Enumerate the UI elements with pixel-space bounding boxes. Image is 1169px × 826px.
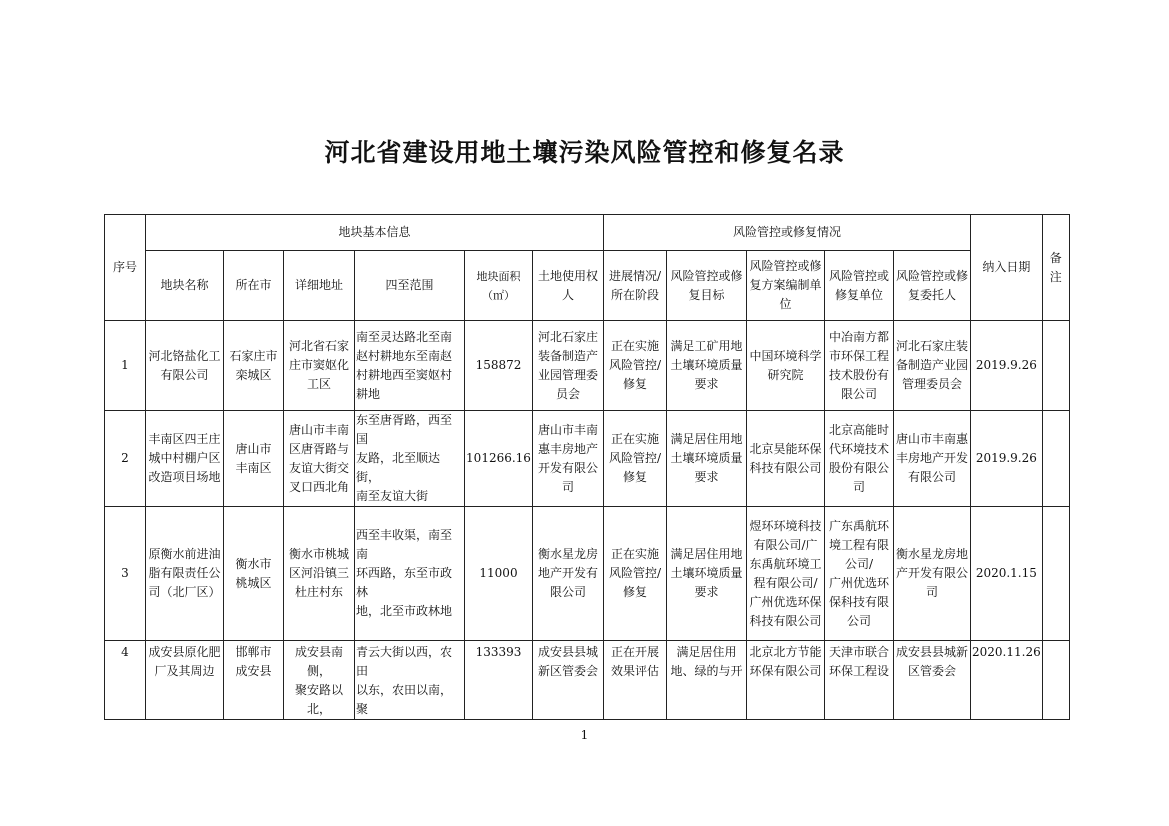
table-cell: 南至灵达路北至南 赵村耕地东至南赵 村耕地西至窦妪村 耕地 — [355, 321, 465, 411]
page-number: 1 — [580, 728, 589, 742]
table-cell: 2019.9.26 — [971, 321, 1043, 411]
table-cell: 衡水星龙房 地产开发有 限公司 — [533, 507, 604, 641]
table-cell: 丰南区四王庄 城中村棚户区 改造项目场地 — [146, 411, 224, 507]
table-cell: 河北石家庄装 备制造产业园 管理委员会 — [894, 321, 971, 411]
table-row — [105, 321, 1070, 411]
table-cell: 158872 — [465, 321, 533, 411]
table-cell: 广东禹航环 境工程有限 公司/ 广州优选环 保科技有限 公司 — [825, 507, 894, 641]
table-row — [105, 507, 1070, 641]
table-cell — [1042, 641, 1069, 720]
table-cell: 2020.1.15 — [971, 507, 1043, 641]
table-cell: 满足居住用地 土壤环境质量 要求 — [667, 507, 747, 641]
header-col: 进展情况/ 所在阶段 — [604, 251, 667, 321]
table-cell: 成安县县城 新区管委会 — [533, 641, 604, 720]
table-cell: 青云大街以西，农田 以东，农田以南，聚 — [355, 641, 465, 720]
table-cell: 101266.16 — [465, 411, 533, 507]
header-col: 风险管控或修 复委托人 — [894, 251, 971, 321]
table-cell: 成安县南侧， 聚安路以北， — [284, 641, 355, 720]
table-cell: 东至唐胥路，西至国 友路，北至顺达街， 南至友谊大街 — [355, 411, 465, 507]
table-cell: 2020.11.26 — [971, 641, 1043, 720]
table-cell: 原衡水前进油 脂有限责任公 司（北厂区） — [146, 507, 224, 641]
table-cell — [1042, 321, 1069, 411]
table-cell: 唐山市丰南 区唐胥路与 友谊大街交 叉口西北角 — [284, 411, 355, 507]
table-cell: 1 — [105, 321, 146, 411]
table-cell: 4 — [105, 641, 146, 720]
table-cell: 北京昊能环保 科技有限公司 — [747, 411, 825, 507]
header-group-remediation: 风险管控或修复情况 — [604, 215, 971, 251]
header-date: 纳入日期 — [971, 215, 1043, 321]
header-group-basic-info: 地块基本信息 — [146, 215, 604, 251]
table-cell: 北京高能时 代环境技术 股份有限公 司 — [825, 411, 894, 507]
header-col: 土地使用权 人 — [533, 251, 604, 321]
header-col: 所在市 — [224, 251, 284, 321]
table-cell: 中国环境科学 研究院 — [747, 321, 825, 411]
table-cell: 河北石家庄 装备制造产 业园管理委 员会 — [533, 321, 604, 411]
table-cell: 正在开展 效果评估 — [604, 641, 667, 720]
table-cell: 北京北方节能 环保有限公司 — [747, 641, 825, 720]
table-cell: 2019.9.26 — [971, 411, 1043, 507]
table-cell — [1042, 411, 1069, 507]
document-title: 河北省建设用地土壤污染风险管控和修复名录 — [324, 138, 845, 167]
table-cell: 石家庄市 栾城区 — [224, 321, 284, 411]
table-cell: 唐山市丰南惠 丰房地产开发 有限公司 — [894, 411, 971, 507]
header-col: 地块面积 （㎡） — [465, 251, 533, 321]
header-col: 风险管控或修 复目标 — [667, 251, 747, 321]
header-col: 四至范围 — [355, 251, 465, 321]
table-cell: 正在实施 风险管控/ 修复 — [604, 321, 667, 411]
table-row — [105, 411, 1070, 507]
table-cell: 133393 — [465, 641, 533, 720]
table-cell: 天津市联合 环保工程设 — [825, 641, 894, 720]
table-row — [105, 641, 1070, 720]
header-col: 风险管控或修 复方案编制单 位 — [747, 251, 825, 321]
table-cell: 成安县原化肥 厂及其周边 — [146, 641, 224, 720]
table-cell: 满足工矿用地 土壤环境质量 要求 — [667, 321, 747, 411]
table-cell: 3 — [105, 507, 146, 641]
table-cell: 正在实施 风险管控/ 修复 — [604, 507, 667, 641]
header-col: 详细地址 — [284, 251, 355, 321]
header-col: 地块名称 — [146, 251, 224, 321]
table-cell: 衡水市桃城 区河沿镇三 杜庄村东 — [284, 507, 355, 641]
table-cell: 煜环环境科技 有限公司/广 东禹航环境工 程有限公司/ 广州优选环保 科技有限公司 — [747, 507, 825, 641]
table-cell: 河北铬盐化工 有限公司 — [146, 321, 224, 411]
table-cell: 衡水市 桃城区 — [224, 507, 284, 641]
table-cell: 西至丰收渠，南至南 环西路，东至市政林 地，北至市政林地 — [355, 507, 465, 641]
header-seq: 序号 — [105, 215, 146, 321]
table-cell: 衡水星龙房地 产开发有限公 司 — [894, 507, 971, 641]
table-cell: 邯郸市 成安县 — [224, 641, 284, 720]
table-cell: 满足居住用 地、绿的与开 — [667, 641, 747, 720]
remediation-list-table — [104, 214, 1070, 720]
table-cell: 11000 — [465, 507, 533, 641]
table-cell: 唐山市丰南 惠丰房地产 开发有限公 司 — [533, 411, 604, 507]
table-cell: 满足居住用地 土壤环境质量 要求 — [667, 411, 747, 507]
header-col: 风险管控或 修复单位 — [825, 251, 894, 321]
table-cell: 正在实施 风险管控/ 修复 — [604, 411, 667, 507]
table-cell — [1042, 507, 1069, 641]
table-cell: 2 — [105, 411, 146, 507]
table-cell: 唐山市 丰南区 — [224, 411, 284, 507]
table-cell: 成安县县城新 区管委会 — [894, 641, 971, 720]
header-note: 备 注 — [1042, 215, 1069, 321]
table-cell: 中冶南方都 市环保工程 技术股份有 限公司 — [825, 321, 894, 411]
table-cell: 河北省石家 庄市窦妪化 工区 — [284, 321, 355, 411]
